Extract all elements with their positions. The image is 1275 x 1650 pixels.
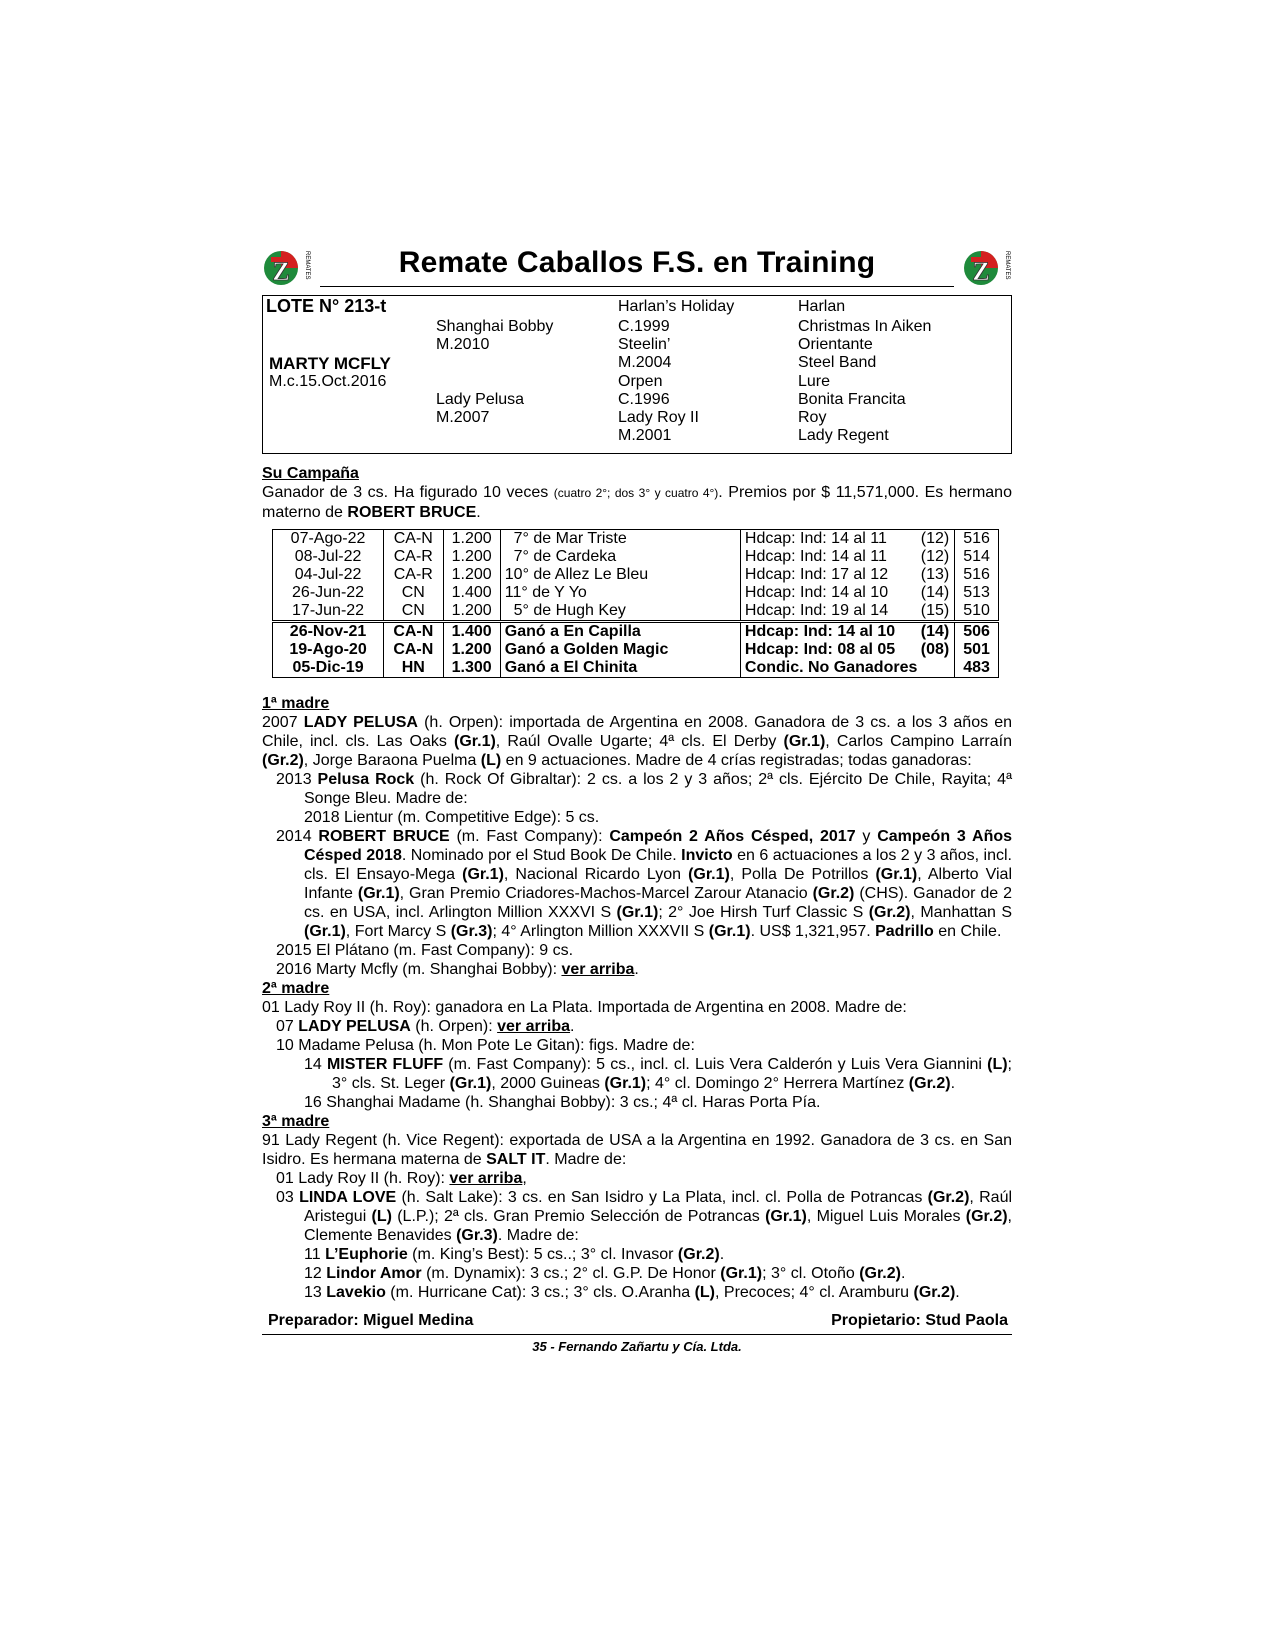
first-dam-title: 1ª madre bbox=[262, 695, 330, 712]
list-item: 11 L’Euphorie (m. King’s Best): 5 cs..; 3° cl. Invasor (Gr.2). bbox=[304, 1246, 725, 1263]
pedigree-box bbox=[262, 295, 1012, 454]
first-dam-section bbox=[262, 694, 1012, 979]
race-result: Ganó a El Chinita bbox=[500, 659, 740, 678]
race-result: 10° de Allez Le Bleu bbox=[500, 566, 740, 584]
campana-title: Su Campaña bbox=[262, 465, 359, 482]
horse-name: MARTY MCFLY bbox=[269, 354, 391, 373]
dam: Lady Pelusa bbox=[436, 391, 525, 408]
race-result: 7° de Cardeka bbox=[500, 548, 740, 566]
race-distance: 1.200 bbox=[443, 548, 500, 566]
race-condition-text: Hdcap: Ind: 14 al 10 bbox=[744, 623, 896, 640]
table-row bbox=[273, 584, 999, 602]
race-result: Ganó a Golden Magic bbox=[500, 641, 740, 659]
race-distance: 1.400 bbox=[443, 584, 500, 602]
race-distance: 1.200 bbox=[443, 566, 500, 584]
remates-logo-icon bbox=[262, 243, 312, 289]
table-row bbox=[273, 548, 999, 566]
catalog-page bbox=[262, 240, 1012, 1354]
race-field-size: (15) bbox=[920, 602, 950, 619]
pedigree-cell: Lady Roy II bbox=[618, 409, 699, 426]
race-distance: 1.400 bbox=[443, 622, 500, 642]
campana-section bbox=[262, 464, 1012, 522]
race-track: CA-R bbox=[384, 548, 443, 566]
race-condition-text: Hdcap: Ind: 14 al 10 bbox=[744, 584, 889, 601]
footer-bar bbox=[262, 1312, 1012, 1335]
pedigree-cell: M.2001 bbox=[618, 427, 672, 444]
horse-info: M.c.15.Oct.2016 bbox=[269, 373, 387, 390]
race-track: CA-R bbox=[384, 566, 443, 584]
race-track: CN bbox=[384, 602, 443, 622]
pedigree-cell: M.2004 bbox=[618, 354, 672, 371]
list-item: 14 MISTER FLUFF (m. Fast Company): 5 cs., incl. cl. Luis Vera Calderón y Luis Vera Giannini (L); 3° cls. St. Leger (Gr.1), 2000 Guineas (Gr.1); 4° cl. Domingo 2° Herrera Martínez (Gr.2). bbox=[304, 1056, 1012, 1092]
race-track: CN bbox=[384, 584, 443, 602]
race-date: 07-Ago-22 bbox=[273, 530, 384, 549]
list-item: 01 Lady Roy II (h. Roy): ganadora en La Plata. Importada de Argentina en 2008. Madre de: bbox=[262, 999, 907, 1016]
race-condition-text: Condic. No Ganadores bbox=[744, 659, 918, 676]
race-track: CA-N bbox=[384, 622, 443, 642]
race-condition bbox=[740, 602, 954, 622]
sire-info: M.2010 bbox=[436, 336, 490, 353]
list-item: 2016 Marty Mcfly (m. Shanghai Bobby): ver arriba. bbox=[276, 961, 639, 978]
list-item: 16 Shanghai Madame (h. Shanghai Bobby): 3 cs.; 4ª cl. Haras Porta Pía. bbox=[304, 1094, 821, 1111]
list-item: 2007 LADY PELUSA (h. Orpen): importada de Argentina en 2008. Ganadora de 3 cs. a los 3 años en Chile, incl. cls. Las Oaks (Gr.1), Raúl Ovalle Ugarte; 4ª cls. El Derby (Gr.1), Carlos Campino Larraín (Gr.2), Jorge Baraona Puelma (L) en 9 actuaciones. Madre de 4 crías registradas; todas ganadoras: bbox=[262, 714, 1013, 769]
table-row bbox=[273, 622, 999, 642]
list-item: 2014 ROBERT BRUCE (m. Fast Company): Campeón 2 Años Césped, 2017 y Campeón 3 Años Césped 2018. Nominado por el Stud Book De Chile. Invicto en 6 actuaciones a los 2 y 3 años, incl. cls. El Ensayo-Mega (Gr.1), Nacional Ricardo Lyon (Gr.1), Polla De Potrillos (Gr.1), Alberto Vial Infante (Gr.1), Gran Premio Criadores-Machos-Marcel Zarour Atanacio (Gr.2) (CHS). Ganador de 2 cs. en USA, incl. Arlington Million XXXVI S (Gr.1); 2° Joe Hirsh Turf Classic S (Gr.2), Manhattan S (Gr.1), Fort Marcy S (Gr.3); 4° Arlington Million XXXVII S (Gr.1). US$ 1,321,957. Padrillo en Chile. bbox=[276, 828, 1013, 940]
race-field-size: (12) bbox=[920, 530, 950, 547]
pedigree-cell: Orpen bbox=[618, 373, 663, 390]
race-weight: 510 bbox=[955, 602, 999, 622]
race-date: 17-Jun-22 bbox=[273, 602, 384, 622]
race-date: 26-Jun-22 bbox=[273, 584, 384, 602]
third-dam-section bbox=[262, 1112, 1012, 1302]
race-weight: 516 bbox=[955, 566, 999, 584]
pedigree-cell: Lure bbox=[798, 373, 831, 390]
race-weight: 501 bbox=[955, 641, 999, 659]
race-track: CA-N bbox=[384, 530, 443, 549]
race-table bbox=[272, 529, 999, 678]
list-item: 01 Lady Roy II (h. Roy): ver arriba, bbox=[276, 1170, 527, 1187]
table-row bbox=[273, 566, 999, 584]
pedigree-cell: C.1999 bbox=[618, 318, 670, 335]
table-row bbox=[273, 530, 999, 549]
race-condition bbox=[740, 566, 954, 584]
campana-text: Ganador de 3 cs. Ha figurado 10 veces (cuatro 2°; dos 3° y cuatro 4°). Premios por $ 11,571,000. Es hermano materno de ROBERT BRUCE. bbox=[262, 484, 1012, 521]
svg-text:Z: Z bbox=[272, 257, 290, 286]
pedigree-cell: Roy bbox=[798, 409, 827, 426]
svg-text:Z: Z bbox=[972, 257, 990, 286]
race-condition-text: Hdcap: Ind: 08 al 05 bbox=[744, 641, 896, 658]
race-result: 5° de Hugh Key bbox=[500, 602, 740, 622]
remates-logo-icon bbox=[962, 243, 1012, 289]
race-condition bbox=[740, 659, 954, 678]
race-condition bbox=[740, 530, 954, 549]
race-weight: 513 bbox=[955, 584, 999, 602]
lote-number: LOTE N° 213-t bbox=[266, 296, 387, 316]
pedigree-cell: C.1996 bbox=[618, 391, 670, 408]
race-condition bbox=[740, 584, 954, 602]
page-header bbox=[262, 240, 1012, 290]
race-weight: 514 bbox=[955, 548, 999, 566]
race-track: HN bbox=[384, 659, 443, 678]
list-item: 13 Lavekio (m. Hurricane Cat): 3 cs.; 3° cls. O.Aranha (L), Precoces; 4° cl. Aramburu (Gr.2). bbox=[304, 1284, 960, 1301]
race-result: 11° de Y Yo bbox=[500, 584, 740, 602]
race-field-size: (12) bbox=[920, 548, 950, 565]
list-item: 91 Lady Regent (h. Vice Regent): exportada de USA a la Argentina en 1992. Ganadora de 3 cs. en San Isidro. Es hermana materna de SALT IT. Madre de: bbox=[262, 1132, 1012, 1168]
race-field-size: (14) bbox=[920, 623, 950, 640]
race-condition-text: Hdcap: Ind: 17 al 12 bbox=[744, 566, 889, 583]
page-title: Remate Caballos F.S. en Training bbox=[320, 240, 954, 287]
pedigree-cell: Steel Band bbox=[798, 354, 877, 371]
race-weight: 506 bbox=[955, 622, 999, 642]
race-date: 26-Nov-21 bbox=[273, 622, 384, 642]
table-row bbox=[273, 659, 999, 678]
list-item: 03 LINDA LOVE (h. Salt Lake): 3 cs. en San Isidro y La Plata, incl. cl. Polla de Potrancas (Gr.2), Raúl Aristegui (L) (L.P.); 2ª cls. Gran Premio Selección de Potrancas (Gr.1), Miguel Luis Morales (Gr.2), Clemente Benavides (Gr.3). Madre de: bbox=[276, 1189, 1013, 1244]
race-distance: 1.200 bbox=[443, 641, 500, 659]
race-condition bbox=[740, 622, 954, 642]
pedigree-cell: Steelin’ bbox=[618, 336, 671, 353]
third-dam-title: 3ª madre bbox=[262, 1113, 330, 1130]
pedigree-cell: Harlan bbox=[798, 298, 846, 315]
race-weight: 516 bbox=[955, 530, 999, 549]
pedigree-cell: Lady Regent bbox=[798, 427, 889, 444]
race-condition bbox=[740, 641, 954, 659]
pedigree-cell: Harlan’s Holiday bbox=[618, 298, 735, 315]
race-field-size: (14) bbox=[920, 584, 950, 601]
second-dam-section bbox=[262, 979, 1012, 1112]
svg-text:REMATES: REMATES bbox=[1004, 251, 1010, 280]
race-track: CA-N bbox=[384, 641, 443, 659]
race-weight: 483 bbox=[955, 659, 999, 678]
race-result: 7° de Mar Triste bbox=[500, 530, 740, 549]
pedigree-cell: Bonita Francita bbox=[798, 391, 906, 408]
pedigree-cell: Orientante bbox=[798, 336, 873, 353]
list-item: 2018 Lientur (m. Competitive Edge): 5 cs. bbox=[304, 809, 600, 826]
dam-info: M.2007 bbox=[436, 409, 490, 426]
svg-text:REMATES: REMATES bbox=[304, 251, 310, 280]
propietario: Propietario: Stud Paola bbox=[831, 1312, 1008, 1329]
race-field-size: (08) bbox=[920, 641, 950, 658]
race-distance: 1.200 bbox=[443, 530, 500, 549]
page-footer: 35 - Fernando Zañartu y Cía. Ltda. bbox=[532, 1339, 742, 1354]
sire: Shanghai Bobby bbox=[436, 318, 554, 335]
race-distance: 1.300 bbox=[443, 659, 500, 678]
race-result: Ganó a En Capilla bbox=[500, 622, 740, 642]
race-date: 08-Jul-22 bbox=[273, 548, 384, 566]
pedigree-cell: Christmas In Aiken bbox=[798, 318, 932, 335]
table-row bbox=[273, 641, 999, 659]
list-item: 2013 Pelusa Rock (h. Rock Of Gibraltar): 2 cs. a los 2 y 3 años; 2ª cls. Ejército De Chile, Rayita; 4ª Songe Bleu. Madre de: bbox=[276, 771, 1013, 807]
race-condition bbox=[740, 548, 954, 566]
race-distance: 1.200 bbox=[443, 602, 500, 622]
list-item: 10 Madame Pelusa (h. Mon Pote Le Gitan): figs. Madre de: bbox=[276, 1037, 695, 1054]
second-dam-title: 2ª madre bbox=[262, 980, 330, 997]
race-date: 19-Ago-20 bbox=[273, 641, 384, 659]
list-item: 12 Lindor Amor (m. Dynamix): 3 cs.; 2° cl. G.P. De Honor (Gr.1); 3° cl. Otoño (Gr.2). bbox=[304, 1265, 906, 1282]
race-condition-text: Hdcap: Ind: 19 al 14 bbox=[744, 602, 889, 619]
preparador: Preparador: Miguel Medina bbox=[268, 1312, 474, 1329]
list-item: 07 LADY PELUSA (h. Orpen): ver arriba. bbox=[276, 1018, 575, 1035]
race-date: 05-Dic-19 bbox=[273, 659, 384, 678]
race-condition-text: Hdcap: Ind: 14 al 11 bbox=[744, 530, 887, 547]
race-date: 04-Jul-22 bbox=[273, 566, 384, 584]
list-item: 2015 El Plátano (m. Fast Company): 9 cs. bbox=[276, 942, 574, 959]
race-field-size: (13) bbox=[920, 566, 950, 583]
race-condition-text: Hdcap: Ind: 14 al 11 bbox=[744, 548, 887, 565]
table-row bbox=[273, 602, 999, 622]
